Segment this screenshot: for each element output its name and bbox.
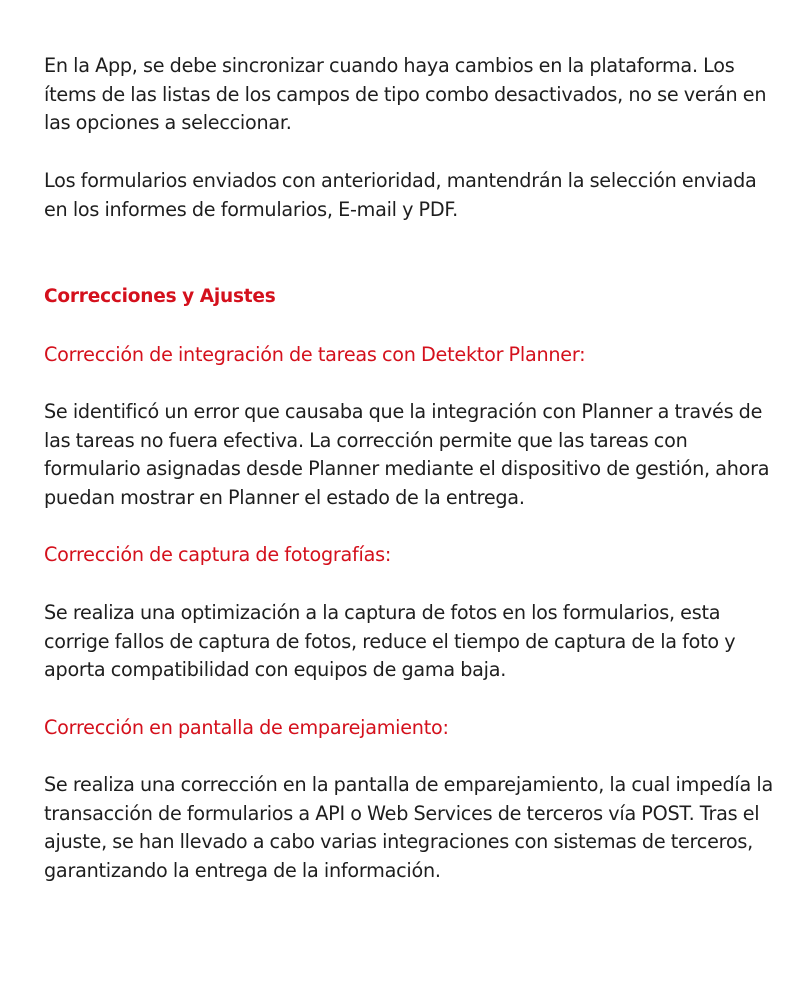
correction-body-pairing: Se realiza una corrección en la pantalla de emparejamiento, la cual impedía la transacción de formularios a API o Web Services de terceros vía POST. Tras el ajuste, se han llevado a cabo varias integraciones con sistemas de terceros, garantizando la entrega de la información. bbox=[44, 773, 773, 883]
document-body bbox=[44, 52, 774, 886]
correction-body-photos: Se realiza una optimización a la captura de fotos en los formularios, esta corrige fallos de captura de fotos, reduce el tiempo de captura de la foto y aporta compatibilidad con equipos de gama baja. bbox=[44, 600, 736, 682]
section-title: Correcciones y Ajustes bbox=[44, 286, 276, 308]
correction-heading-pairing: Corrección en pantalla de emparejamiento: bbox=[44, 715, 449, 739]
intro-paragraph-sync: En la App, se debe sincronizar cuando haya cambios en la plataforma. Los ítems de las listas de los campos de tipo combo desactivados, no se verán en las opciones a seleccionar. bbox=[44, 54, 767, 135]
correction-body-planner: Se identificó un error que causaba que la integración con Planner a través de las tareas no fuera efectiva. La corrección permite que las tareas con formulario asignadas desde Planner mediante el dispositivo de gestión, ahora puedan mostrar en Planner el estado de la entrega. bbox=[44, 399, 770, 510]
correction-heading-photos: Corrección de captura de fotografías: bbox=[44, 543, 392, 567]
correction-heading-planner: Corrección de integración de tareas con Detektor Planner: bbox=[44, 342, 586, 366]
intro-paragraph-forms: Los formularios enviados con anterioridad, mantendrán la selección enviada en los informes de formularios, E-mail y PDF. bbox=[44, 168, 757, 221]
